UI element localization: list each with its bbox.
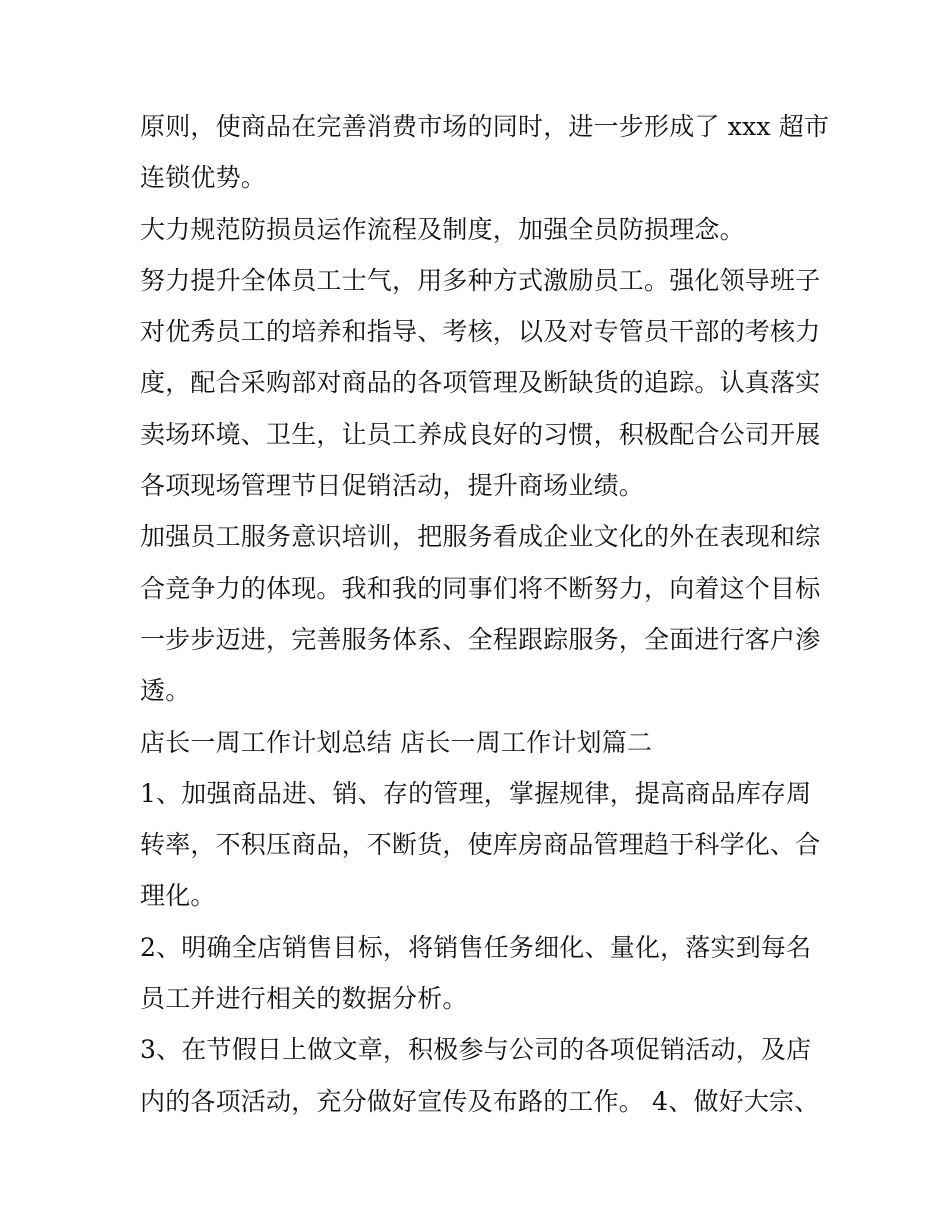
text-line: 努力提升全体员工士气，用多种方式激励员工。强化领导班子 (140, 265, 821, 295)
text-line: 度，配合采购部对商品的各项管理及断缺货的追踪。认真落实 (140, 368, 821, 398)
text-line: 员工并进行相关的数据分析。 (140, 984, 468, 1014)
text-line: 理化。 (140, 881, 216, 911)
text-line: 原则，使商品在完善消费市场的同时，进一步形成了 xxx 超市 (140, 112, 830, 141)
section-heading: 店长一周工作计划总结 店长一周工作计划篇二 (140, 727, 653, 757)
text-line: 转率，不积压商品，不断货，使库房商品管理趋于科学化、合 (140, 830, 821, 860)
text-line: 1、加强商品进、销、存的管理，掌握规律，提高商品库存周 (140, 778, 812, 808)
text-line: 大力规范防损员运作流程及制度，加强全员防损理念。 (140, 214, 745, 244)
text-line: 透。 (140, 676, 191, 706)
text-line: 卖场环境、卫生，让员工养成良好的习惯，积极配合公司开展 (140, 419, 821, 449)
text-line: 连锁优势。 (140, 163, 267, 193)
text-line: 合竞争力的体现。我和我的同事们将不断努力，向着这个目标 (140, 573, 821, 603)
text-line: 内的各项活动，充分做好宣传及布路的工作。 4、做好大宗、 (140, 1086, 820, 1116)
text-line: 一步步迈进，完善服务体系、全程跟踪服务，全面进行客户渗 (140, 624, 821, 654)
text-line: 3、在节假日上做文章，积极参与公司的各项促销活动，及店 (140, 1035, 812, 1065)
text-line: 各项现场管理节日促销活动，提升商场业绩。 (140, 471, 645, 501)
document-body (140, 101, 830, 1127)
text-line: 对优秀员工的培养和指导、考核，以及对专管员干部的考核力 (140, 317, 821, 347)
text-line: 2、明确全店销售目标，将销售任务细化、量化，落实到每名 (140, 932, 812, 962)
text-line: 加强员工服务意识培训，把服务看成企业文化的外在表现和综 (140, 522, 821, 552)
